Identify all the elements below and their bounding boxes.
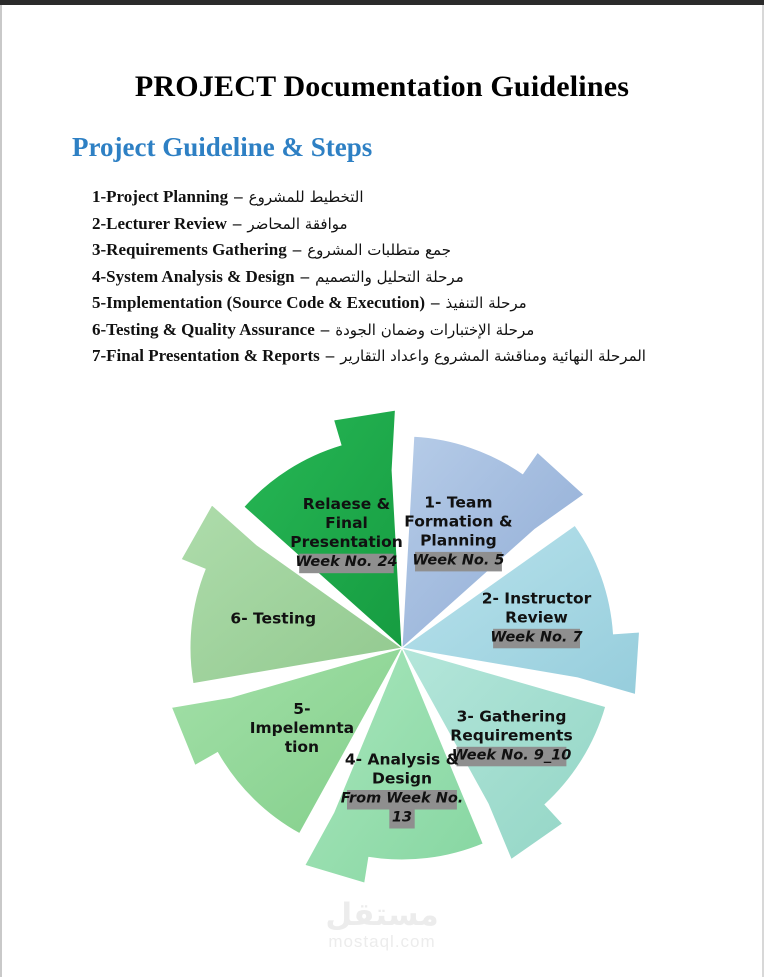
step-dash: – [325,346,335,365]
segment-7-label-line: Final [325,514,368,533]
list-item [92,317,732,344]
segment-2-label-line: Review [505,608,568,627]
watermark-arabic: مستقل [325,897,439,933]
segment-6-label-line: 6- Testing [230,609,317,628]
segment-2-week-label: Week No. 7 [490,629,583,646]
segment-3-label-line: 3- Gathering [456,707,567,726]
step-label-en: 2-Lecturer Review [92,213,227,233]
step-label-en: 3-Requirements Gathering [92,240,287,259]
segment-7-label-line: Presentation [290,533,403,552]
step-dash: – [431,293,440,312]
step-label-ar: مرحلة التحليل والتصميم [315,267,464,286]
watermark-latin: mostaql.com [328,932,436,951]
page-title: PROJECT Documentation Guidelines [134,70,630,103]
step-label-en: 4-System Analysis & Design [92,266,295,286]
step-dash: – [320,319,330,339]
page-top-border [0,0,764,5]
cycle-diagram [132,392,672,904]
segment-2-label-line: 2- Instructor [481,589,592,608]
step-label-ar: مرحلة التنفيذ [445,294,527,312]
segment-1-label-line: 1- Team [424,493,493,512]
segment-4-week-label: From Week No. [340,790,464,807]
step-label-ar: موافقة المحاضر [247,214,348,233]
segment-5-label-line: tion [284,737,320,756]
page-subtitle: Project Guideline & Steps [72,132,373,162]
step-dash: – [300,266,310,286]
page-left-border [0,5,2,977]
segment-1-label-line: Formation & [404,512,513,531]
segment-4-label-line: 4- Analysis & [344,750,460,769]
segment-1-week-label: Week No. 5 [412,552,505,569]
segment-5-label-line: Impelemnta [249,718,355,737]
step-label-en: 1-Project Planning [92,187,229,206]
segment-4-week-label: 13 [391,809,413,826]
step-label-ar: جمع متطلبات المشروع [307,241,451,259]
segment-1-label-line: Planning [420,531,497,550]
step-label-ar: التخطيط للمشروع [248,188,364,206]
list-item [92,264,732,291]
segment-3-label-line: Requirements [450,726,573,745]
step-label-en: 6-Testing & Quality Assurance [92,319,315,339]
segment-4-label-line: Design [371,769,433,788]
step-dash: – [232,213,242,233]
segment-3-week-label: Week No. 9_10 [451,747,572,764]
step-label-en: 7-Final Presentation & Reports [92,346,320,365]
step-dash: – [234,187,243,206]
list-item [92,343,732,370]
step-label-ar: المرحلة النهائية ومناقشة المشروع واعداد التقارير [340,347,646,365]
steps-list [92,184,732,370]
step-label-en: 5-Implementation (Source Code & Execution) [92,293,426,312]
step-dash: – [292,240,302,259]
list-item [92,211,732,238]
segment-5-label-line: 5- [293,699,311,718]
list-item [92,237,732,264]
list-item [92,290,732,317]
segment-7-label-line: Relaese & [302,495,391,514]
cycle-diagram-svg [132,392,672,904]
segment-7-week-label: Week No. 24 [295,554,398,571]
list-item [92,184,732,211]
watermark [0,898,764,952]
step-label-ar: مرحلة الإختبارات وضمان الجودة [335,320,535,339]
